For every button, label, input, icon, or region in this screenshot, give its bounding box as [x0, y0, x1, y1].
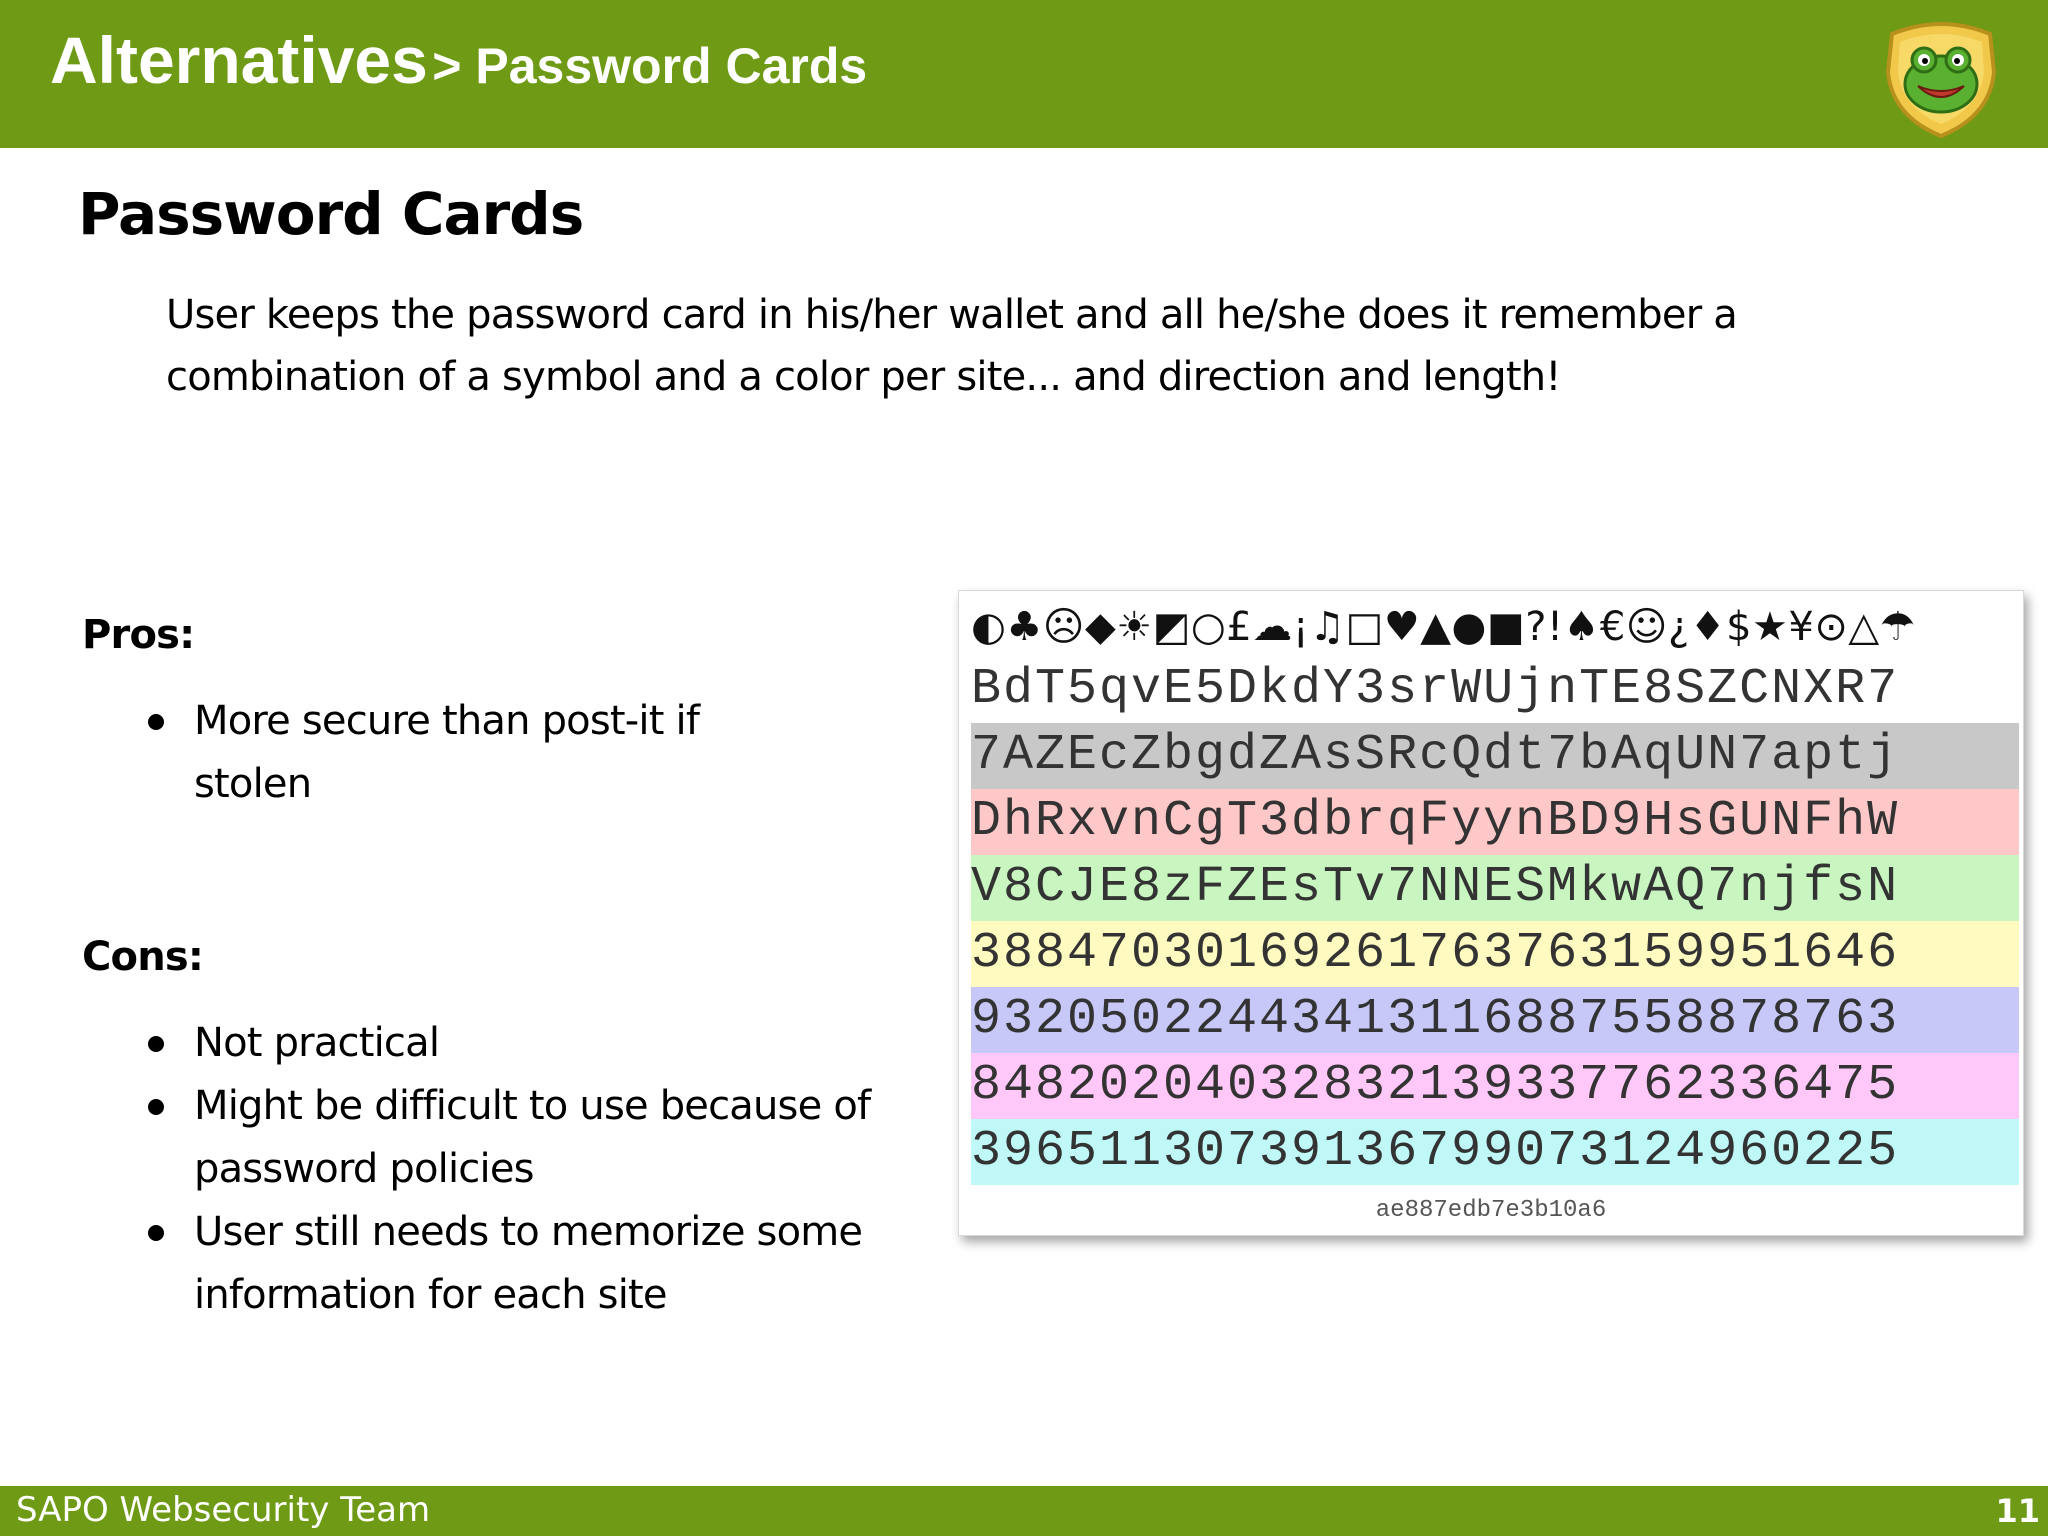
pros-label: Pros:: [82, 612, 195, 658]
card-row: 84820204032832139337762336475: [971, 1053, 2019, 1119]
list-item-text: More secure than post-it if stolen: [194, 698, 700, 807]
card-symbol-row: ◐♣☹◆☀◩○£☁¡♫□♥▲●■?!♠€☺¿♦$★¥⊙△☂: [971, 604, 1916, 650]
card-row: 38847030169261763763159951646: [971, 921, 2019, 987]
card-row: V8CJE8zFZEsTv7NNESMkwAQ7njfsN: [971, 855, 2019, 921]
card-row: 93205022443413116887558878763: [971, 987, 2019, 1053]
bullet-icon: [148, 714, 164, 730]
list-item-text: Not practical: [194, 1020, 440, 1066]
card-row: 7AZEcZbgdZAsSRcQdt7bAqUN7aptj: [971, 723, 2019, 789]
card-id: ae887edb7e3b10a6: [1375, 1197, 1607, 1224]
frog-shield-logo-icon: [1878, 12, 2004, 140]
list-item-text: Might be difficult to use because of password policies: [194, 1083, 871, 1192]
bullet-icon: [148, 1036, 164, 1052]
list-item-text: User still needs to memorize some information for each site: [194, 1209, 863, 1318]
list-item: [140, 690, 780, 816]
list-item: [140, 1075, 940, 1201]
password-card-image: [958, 590, 2024, 1236]
card-row: 39651130739136799073124960225: [971, 1119, 2019, 1185]
bullet-icon: [148, 1225, 164, 1241]
cons-label: Cons:: [82, 934, 204, 980]
card-row: BdT5qvE5DkdY3srWUjnTE8SZCNXR7: [971, 657, 2019, 723]
title-main: Alternatives: [50, 23, 428, 97]
slide-title: [50, 22, 867, 98]
footer-team: SAPO Websecurity Team: [16, 1490, 431, 1530]
header-bar: [0, 0, 2048, 148]
intro-text: User keeps the password card in his/her wallet and all he/she does it remember a combination of a symbol and a color per site... and direction and length!: [166, 292, 1737, 400]
pros-list: [140, 690, 780, 816]
page-number: 11: [1995, 1492, 2040, 1530]
card-row: DhRxvnCgT3dbrqFyynBD9HsGUNFhW: [971, 789, 2019, 855]
cons-list: [140, 1012, 940, 1327]
list-item: [140, 1201, 940, 1327]
title-sub: > Password Cards: [432, 38, 868, 94]
bullet-icon: [148, 1099, 164, 1115]
list-item: [140, 1012, 940, 1075]
footer-bar: [0, 1486, 2048, 1536]
section-title: Password Cards: [78, 180, 584, 248]
